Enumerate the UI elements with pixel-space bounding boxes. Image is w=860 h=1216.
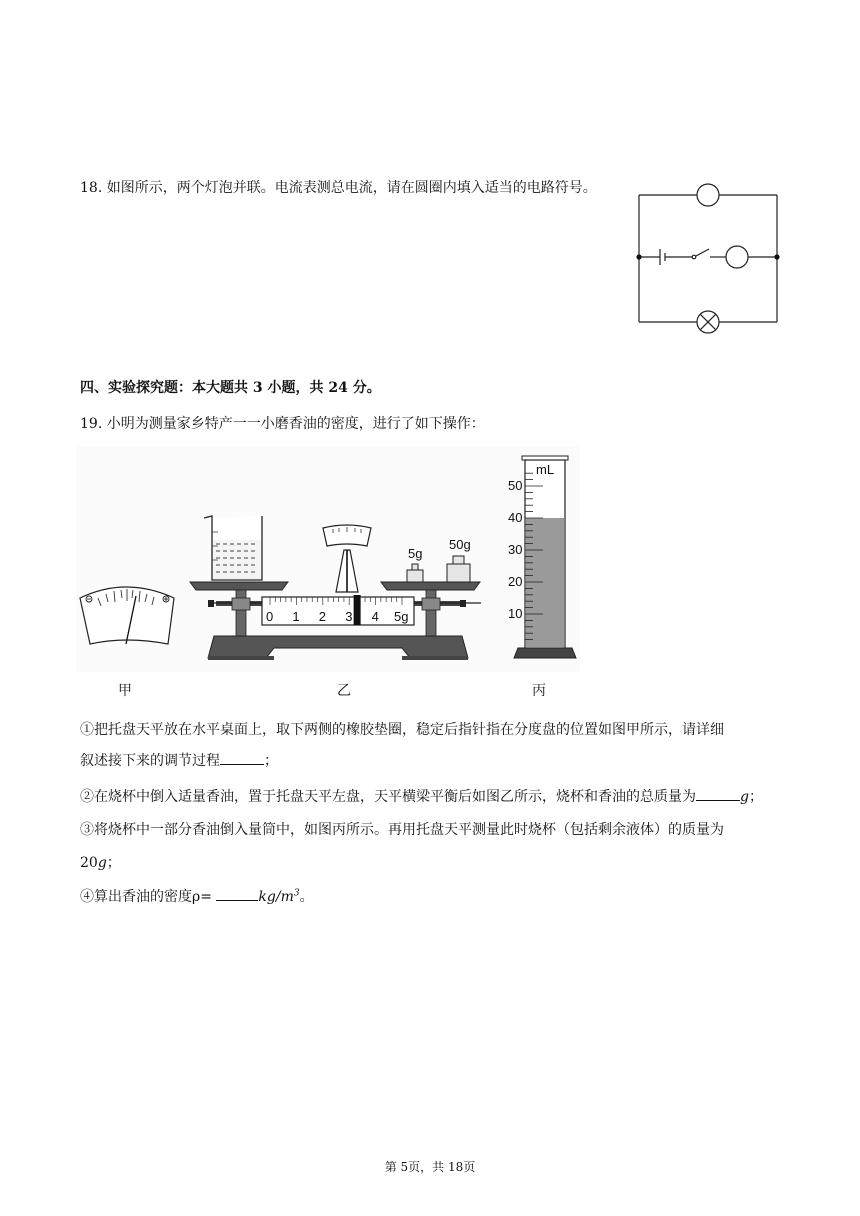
- weight-5g-label: 5g: [408, 546, 423, 561]
- answer-blank-2[interactable]: [696, 786, 740, 801]
- caption-jia: 甲: [118, 683, 132, 699]
- cylinder-tick-label: 30: [508, 542, 523, 557]
- switch-pivot: [692, 255, 696, 259]
- cylinder-tick-label: 20: [508, 574, 523, 589]
- answer-blank-3[interactable]: [216, 886, 258, 901]
- left-junction: [636, 254, 641, 259]
- step-4-line: ④算出香油的密度$\rho= kg/m^3$。: [80, 886, 314, 907]
- question-18-text: 18. 如图所示，两个灯泡并联。电流表测总电流，请在圆圈内填入适当的电路符号。: [80, 180, 597, 196]
- step-3-line-2: 20g；: [80, 855, 121, 871]
- answer-blank-1[interactable]: [220, 750, 264, 765]
- step-2-line: ②在烧杯中倒入适量香油，置于托盘天平左盘，天平横梁平衡后如图乙所示，烧杯和香油的总质量为 g；: [80, 786, 763, 807]
- ruler-tick-label: 2: [318, 609, 327, 624]
- ruler-tick-label: 0: [266, 609, 274, 624]
- rider: [354, 595, 361, 625]
- right-junction: [774, 254, 779, 259]
- cylinder-unit-label: mL: [536, 462, 555, 477]
- ruler-tick-label: 5g: [394, 609, 409, 624]
- caption-yi: 乙: [337, 683, 351, 699]
- question-19-stem: 19. 小明为测量家乡特产一一小磨香油的密度，进行了如下操作：: [80, 416, 485, 432]
- cylinder-tick-label: 40: [508, 510, 523, 525]
- dial-plate-jia: [80, 587, 174, 644]
- circuit-diagram: [630, 178, 786, 338]
- ruler-tick-label: 3: [345, 609, 353, 624]
- step-3-line-1: ③将烧杯中一部分香油倒入量筒中，如图丙所示。再用托盘天平测量此时烧杯（包括剩余液体）的质量为: [80, 822, 724, 838]
- weight-50g-label: 50g: [449, 537, 471, 552]
- middle-empty-circle: [726, 246, 748, 268]
- top-empty-circle: [697, 184, 719, 206]
- ruler-tick-label: 1: [292, 609, 300, 624]
- cylinder-tick-label: 10: [508, 606, 523, 621]
- cylinder-tick-label: 50: [508, 478, 523, 493]
- ruler-tick-label: 4: [371, 609, 379, 624]
- page-footer: 第 5页，共 18页: [384, 1160, 476, 1174]
- step-1-line-2: 叙述接下来的调节过程 ；: [80, 750, 278, 771]
- switch-blade: [696, 249, 709, 256]
- section-4-heading: 四、实验探究题：本大题共 3 小题，共 24 分。: [80, 380, 381, 396]
- step-1-line-1: ①把托盘天平放在水平桌面上，取下两侧的橡胶垫圈，稳定后指针指在分度盘的位置如图甲所示，请详细: [80, 722, 724, 738]
- caption-bing: 丙: [532, 683, 546, 699]
- experiment-figure: [76, 446, 580, 672]
